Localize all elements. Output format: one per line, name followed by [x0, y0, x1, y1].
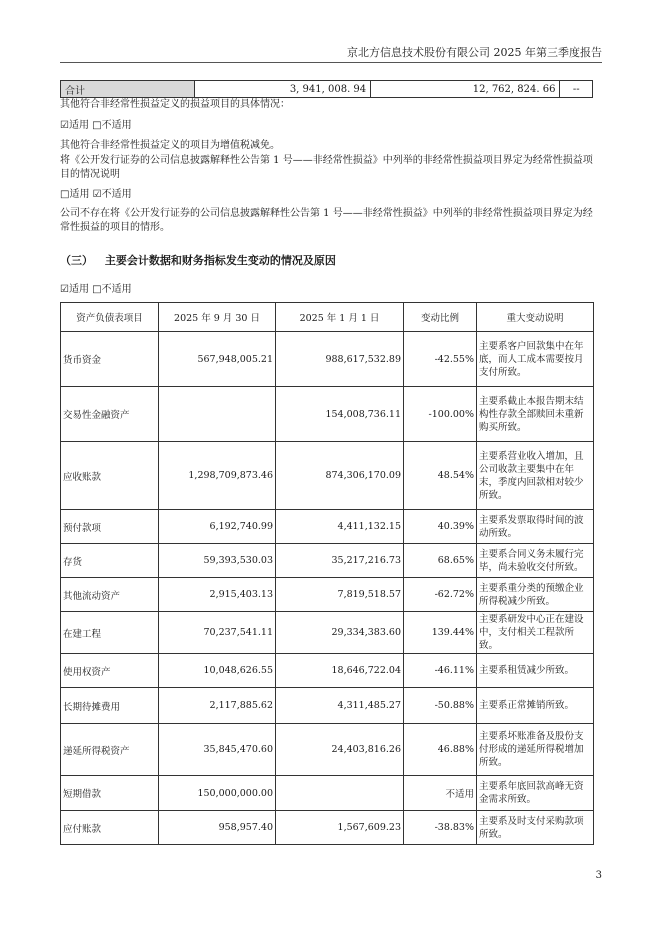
col-header-desc: 重大变动说明	[477, 303, 594, 332]
row-description: 主要系租赁减少所致。	[477, 654, 594, 688]
row-opening-value: 18,646,722.04	[276, 654, 404, 688]
row-item: 使用权资产	[61, 654, 159, 688]
row-description: 主要系客户回款集中在年底，而人工成本需要按月支付所致。	[477, 332, 594, 387]
report-header-title: 京北方信息技术股份有限公司 2025 年第三季度报告	[347, 46, 602, 59]
row-opening-value: 4,411,132.15	[276, 510, 404, 544]
vat-exemption-note: 其他符合非经常性损益定义的项目为增值税减免。	[60, 140, 280, 151]
row-item: 交易性金融资产	[61, 387, 159, 442]
row-current-value: 10,048,626.55	[159, 654, 276, 688]
col-header-item: 资产负债表项目	[61, 303, 159, 332]
row-change-ratio: -62.72%	[404, 578, 477, 612]
table-row	[61, 544, 594, 578]
total-value-current: 3, 941, 008. 94	[195, 81, 371, 98]
col-header-opening: 2025 年 1 月 1 日	[276, 303, 404, 332]
applicable-check-2: □适用 ☑不适用	[60, 189, 132, 200]
row-change-ratio: 139.44%	[404, 612, 477, 654]
total-value-note: --	[560, 81, 593, 98]
row-change-ratio: 46.88%	[404, 724, 477, 776]
table-row	[61, 612, 594, 654]
row-current-value: 1,298,709,873.46	[159, 442, 276, 510]
row-current-value	[159, 387, 276, 442]
table-row	[61, 811, 594, 845]
row-item: 递延所得税资产	[61, 724, 159, 776]
row-item: 预付款项	[61, 510, 159, 544]
total-label: 合计	[61, 81, 195, 98]
row-change-ratio: 48.54%	[404, 442, 477, 510]
table-row	[61, 332, 594, 387]
row-description: 主要系发票取得时间的波动所致。	[477, 510, 594, 544]
row-current-value: 70,237,541.11	[159, 612, 276, 654]
row-current-value: 2,915,403.13	[159, 578, 276, 612]
summary-total-table	[60, 80, 593, 98]
row-opening-value: 29,334,383.60	[276, 612, 404, 654]
table-row	[61, 776, 594, 811]
row-opening-value: 154,008,736.11	[276, 387, 404, 442]
applicable-check-1: ☑适用 □不适用	[60, 120, 132, 131]
row-change-ratio: 40.39%	[404, 510, 477, 544]
row-opening-value: 24,403,816.26	[276, 724, 404, 776]
table-row	[61, 387, 594, 442]
table-row	[61, 688, 594, 724]
table-row	[61, 654, 594, 688]
reclassification-note: 公司不存在将《公开发行证券的公司信息披露解释性公告第 1 号——非经常性损益》中列举的非经常性损益项目界定为经常性损益的项目的情形。	[60, 208, 593, 233]
row-current-value: 2,117,885.62	[159, 688, 276, 724]
row-change-ratio: -50.88%	[404, 688, 477, 724]
row-change-ratio: 不适用	[404, 776, 477, 811]
row-current-value: 59,393,530.03	[159, 544, 276, 578]
total-value-ytd: 12, 762, 824. 66	[371, 81, 560, 98]
col-header-current: 2025 年 9 月 30 日	[159, 303, 276, 332]
reclassification-heading: 将《公开发行证券的公司信息披露解释性公告第 1 号——非经常性损益》中列举的非经常性损益项目界定为经常性损益项目的情况说明	[60, 155, 593, 180]
row-item: 其他流动资产	[61, 578, 159, 612]
header-divider	[60, 62, 602, 63]
row-description: 主要系截止本报告期末结构性存款全部赎回未重新购买所致。	[477, 387, 594, 442]
row-description: 主要系年底回款高峰无资金需求所致。	[477, 776, 594, 811]
row-item: 短期借款	[61, 776, 159, 811]
row-opening-value: 874,306,170.09	[276, 442, 404, 510]
row-change-ratio: -100.00%	[404, 387, 477, 442]
table-row	[61, 724, 594, 776]
row-change-ratio: 68.65%	[404, 544, 477, 578]
row-item: 长期待摊费用	[61, 688, 159, 724]
section-title: 主要会计数据和财务指标发生变动的情况及原因	[104, 254, 336, 267]
row-current-value: 567,948,005.21	[159, 332, 276, 387]
total-row	[61, 81, 593, 98]
row-opening-value: 35,217,216.73	[276, 544, 404, 578]
row-opening-value: 4,311,485.27	[276, 688, 404, 724]
row-description: 主要系研发中心正在建设中，支付相关工程款所致。	[477, 612, 594, 654]
row-current-value: 150,000,000.00	[159, 776, 276, 811]
section-heading	[60, 252, 336, 268]
row-opening-value	[276, 776, 404, 811]
row-description: 主要系坏账准备及股份支付形成的递延所得税增加所致。	[477, 724, 594, 776]
row-current-value: 35,845,470.60	[159, 724, 276, 776]
row-current-value: 958,957.40	[159, 811, 276, 845]
applicable-check-3: ☑适用 □不适用	[60, 284, 132, 295]
row-change-ratio: -46.11%	[404, 654, 477, 688]
balance-sheet-changes-table	[60, 302, 594, 845]
row-opening-value: 988,617,532.89	[276, 332, 404, 387]
other-items-heading: 其他符合非经常性损益定义的损益项目的具体情况：	[60, 99, 290, 110]
row-item: 应付账款	[61, 811, 159, 845]
row-item: 在建工程	[61, 612, 159, 654]
col-header-ratio: 变动比例	[404, 303, 477, 332]
page-number: 3	[595, 870, 602, 881]
table-row	[61, 510, 594, 544]
row-description: 主要系重分类的预缴企业所得税减少所致。	[477, 578, 594, 612]
row-description: 主要系营业收入增加，且公司收款主要集中在年末，季度内回款相对较少所致。	[477, 442, 594, 510]
row-current-value: 6,192,740.99	[159, 510, 276, 544]
row-description: 主要系合同义务未履行完毕，尚未验收交付所致。	[477, 544, 594, 578]
row-opening-value: 1,567,609.23	[276, 811, 404, 845]
row-item: 存货	[61, 544, 159, 578]
row-description: 主要系正常摊销所致。	[477, 688, 594, 724]
row-item: 应收账款	[61, 442, 159, 510]
table-row	[61, 578, 594, 612]
row-description: 主要系及时支付采购款项所致。	[477, 811, 594, 845]
table-header-row	[61, 303, 594, 332]
table-row	[61, 442, 594, 510]
row-item: 货币资金	[61, 332, 159, 387]
row-opening-value: 7,819,518.57	[276, 578, 404, 612]
section-number: （三）	[60, 254, 93, 267]
row-change-ratio: -38.83%	[404, 811, 477, 845]
row-change-ratio: -42.55%	[404, 332, 477, 387]
